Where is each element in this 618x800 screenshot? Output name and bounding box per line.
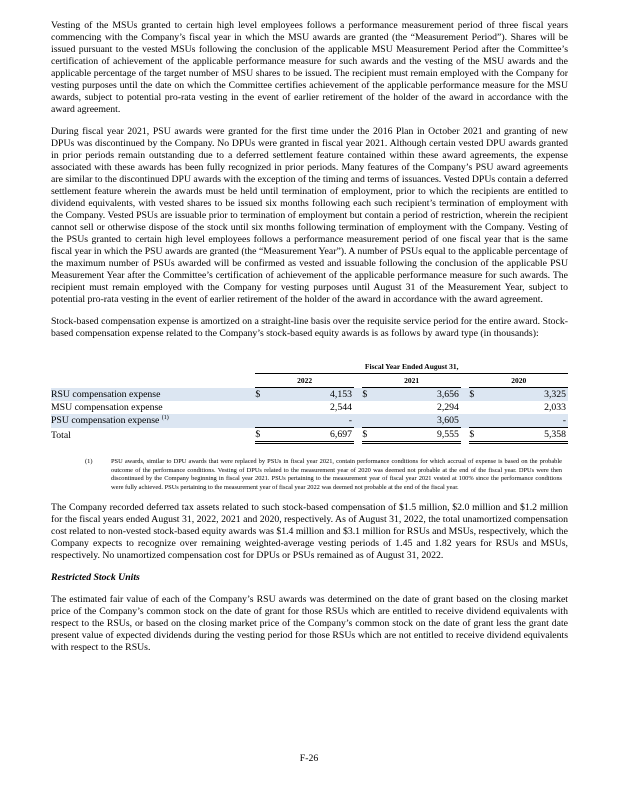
cell-value: - xyxy=(480,414,568,428)
cell-value: 5,358 xyxy=(480,428,568,443)
table-footnote xyxy=(51,458,568,492)
table-row xyxy=(51,388,568,402)
table-header-row xyxy=(51,360,568,374)
currency-symbol: $ xyxy=(469,388,480,402)
psu-awards-paragraph: During fiscal year 2021, PSU awards were granted for the first time under the 2016 Plan in October 2021 and granting of new DPUs was discontinued by the Company. No DPUs were granted in fiscal year 2021. Although certain vested DPU awards granted in prior periods remain outstanding due to a deferred settlement feature contained within these award agreements, the expense associated with these awards has been fully recognized in prior periods. Many features of the Company’s PSU award agreements are similar to the discontinued DPU awards with the exception of the timing and terms of issuances. Vested DPUs contain a deferred settlement feature wherein the awards must be held until termination of employment, prior to which the recipients are entitled to dividend equivalents, with vested shares to be issued six months following each such recipient’s termination of employment with the Company. Vested PSUs are issuable prior to termination of employment but contain a period of restriction, wherein the recipient cannot sell or otherwise dispose of the stock until six months following termination of employment with the Company. Vesting of the PSUs granted to certain high level employees follows a performance measurement period of one fiscal year that is the same fiscal year in which the PSU awards are granted (the “Measurement Year”). A number of PSUs equal to the applicable percentage of the maximum number of PSUs awarded will be confirmed as vested and issuable following the conclusion of the applicable PSU Measurement Year after the Committee’s certification of achievement of the applicable performance measure for such awards. The recipient must remain employed with the Company for vesting purposes until August 31 of the Measurement Year, subject to potential pro-rata vesting in the event of earlier retirement of the holder of the award in accordance with the award agreement. xyxy=(51,126,568,305)
year-header: 2022 xyxy=(255,374,354,388)
row-label-text: PSU compensation expense xyxy=(51,415,162,427)
cell-value: 9,555 xyxy=(373,428,461,443)
currency-symbol: $ xyxy=(362,388,373,402)
msu-vesting-paragraph: Vesting of the MSUs granted to certain high level employees follows a performance measurement period of three fiscal years commencing with the Company’s fiscal year in which the MSU awards are granted (the “Measurement Period”). Shares will be issued pursuant to the vested MSUs following the conclusion of the applicable MSU Measurement Period after the Committee’s certification of achievement of the applicable performance measure for such awards and the vesting of the MSU awards and the applicable percentage of the target number of MSU shares to be issued. The recipient must remain employed with the Company for vesting purposes until the date on which the Committee certifies achievement of the applicable performance measure for the MSU awards, subject to potential pro-rata vesting in the event of earlier retirement of the holder of the award in accordance with the award agreement. xyxy=(51,20,568,115)
year-header: 2021 xyxy=(362,374,461,388)
cell-value: 3,605 xyxy=(373,414,461,428)
table-total-row xyxy=(51,428,568,443)
deferred-tax-paragraph: The Company recorded deferred tax assets related to such stock-based compensation of $1.5 million, $2.0 million and $1.2 million for the fiscal years ended August 31, 2022, 2021 and 2020, respectively. As of August 31, 2022, the total unamortized compensation cost related to non-vested stock-based equity awards was $1.4 million and $3.1 million for RSUs and MSUs, respectively, which the Company expects to recognize over remaining weighted-average vesting periods of 1.45 and 1.82 years for RSUs and MSUs, respectively. No unamortized compensation cost for DPUs or PSUs remained as of August 31, 2022. xyxy=(51,502,568,561)
currency-symbol: $ xyxy=(255,428,266,443)
cell-value: 6,697 xyxy=(266,428,354,443)
page-number: F-26 xyxy=(299,753,319,764)
expense-intro-paragraph: Stock-based compensation expense is amortized on a straight-line basis over the requisite service period for the entire award. Stock-based compensation expense related to the Company’s stock-based equity awards is as follows by award type (in thousands): xyxy=(51,316,568,339)
cell-value: 2,544 xyxy=(330,402,352,413)
currency-symbol: $ xyxy=(362,428,373,443)
table-row xyxy=(51,401,568,414)
rsu-fair-value-paragraph: The estimated fair value of each of the Company’s RSU awards was determined on the date of grant based on the closing market price of the Company’s common stock on the date of grant for those RSUs which are entitled to receive dividend equivalents with respect to the RSUs, or based on the closing market price of the Company’s common stock on the date of grant less the grant date present value of expected dividends during the vesting period for those RSUs which are not entitled to receive dividend equivalents with respect to the RSUs. xyxy=(51,594,568,653)
cell-value: 2,033 xyxy=(544,402,566,413)
year-header: 2020 xyxy=(469,374,568,388)
row-label: RSU compensation expense xyxy=(51,388,247,402)
row-label: Total xyxy=(51,429,71,441)
currency-symbol: $ xyxy=(255,388,266,402)
cell-value: 2,294 xyxy=(436,402,459,413)
cell-value: 3,325 xyxy=(480,388,568,402)
document-page xyxy=(51,20,568,654)
footnote-reference: (1) xyxy=(161,415,169,421)
footnote-marker: (1) xyxy=(85,458,93,465)
table-row xyxy=(51,414,568,428)
compensation-expense-table xyxy=(51,360,568,444)
cell-value: 4,153 xyxy=(266,388,354,402)
currency-symbol: $ xyxy=(469,428,480,443)
cell-value: 3,656 xyxy=(373,388,461,402)
fiscal-year-header: Fiscal Year Ended August 31, xyxy=(255,360,568,374)
footnote-text: PSU awards, similar to DPU awards that were replaced by PSUs in fiscal year 2021, contain performance conditions for which accrual of expense is based on the probable outcome of the performance conditions. Vesting of DPUs related to the measurement year of 2020 was deemed not probable at the end of the fiscal year. DPUs were then discontinued by the Company beginning in fiscal year 2021. PSUs pertaining to the measurement year of fiscal year 2021 vested at 100% since the performance conditions were fully achieved. PSUs pertaining to the measurement year of fiscal year 2022 was deemed not probable at the end of the fiscal year. xyxy=(111,458,562,491)
row-label xyxy=(51,414,247,428)
cell-value: - xyxy=(266,414,354,428)
table-year-row xyxy=(51,374,568,388)
section-heading: Restricted Stock Units xyxy=(51,572,140,583)
row-label: MSU compensation expense xyxy=(51,402,163,413)
